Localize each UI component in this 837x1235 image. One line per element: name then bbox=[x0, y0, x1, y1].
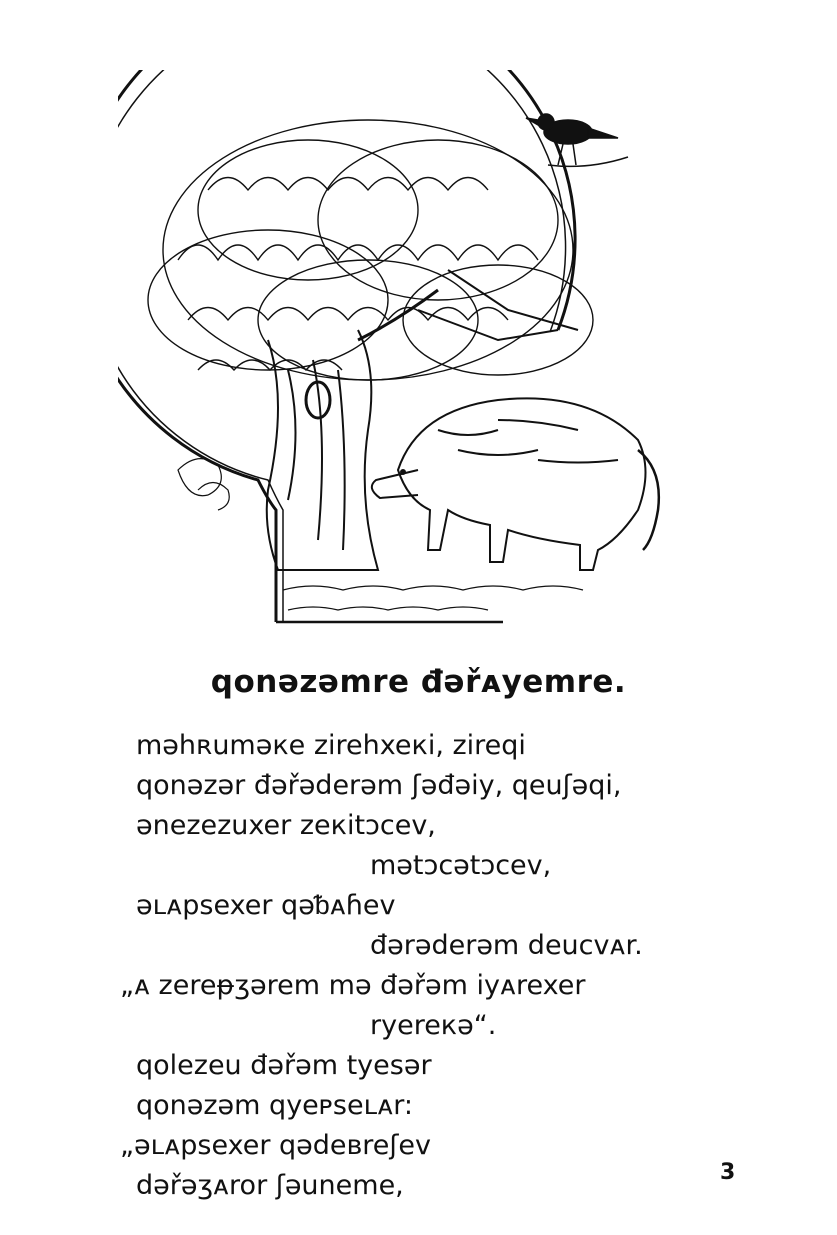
poem-line: đərəderəm deucvᴀr. bbox=[370, 930, 643, 961]
poem-line: ryereкə“. bbox=[370, 1010, 497, 1041]
tree-trunk-icon bbox=[267, 290, 438, 570]
page-number: 3 bbox=[720, 1160, 736, 1185]
poem-line: „ᴀ zereᵽʒərem mə đəřəm iyᴀrexer bbox=[120, 970, 586, 1001]
boar-icon bbox=[372, 398, 659, 570]
poem-line: „əʟᴀpsexer qədeʙreʃev bbox=[120, 1130, 431, 1161]
poem-line: dəřəʒᴀror ʃəuneme, bbox=[136, 1170, 404, 1201]
poem-line: mətɔcətɔcev, bbox=[370, 850, 552, 881]
poem-title: qonəzəmre đəřᴀyemre. bbox=[210, 664, 627, 700]
poem-line: əʟᴀpsexer qəᵬᴀɦev bbox=[136, 890, 396, 921]
illustration bbox=[118, 70, 688, 630]
poem-line: qonəzər đəřəderəm ʃəđəiy, qeuʃəqi, bbox=[136, 770, 622, 801]
poem-line: qonəzəm qyeᴘseʟᴀr: bbox=[136, 1090, 414, 1121]
poem-line: məhʀuməкe zirehxeкi, zireqi bbox=[136, 730, 526, 761]
tree-foliage-icon bbox=[148, 120, 593, 380]
poem-line: ənezezuxer zeкitɔcev, bbox=[136, 810, 436, 841]
poem-line: qolezeu đəřəm tyesər bbox=[136, 1050, 432, 1081]
